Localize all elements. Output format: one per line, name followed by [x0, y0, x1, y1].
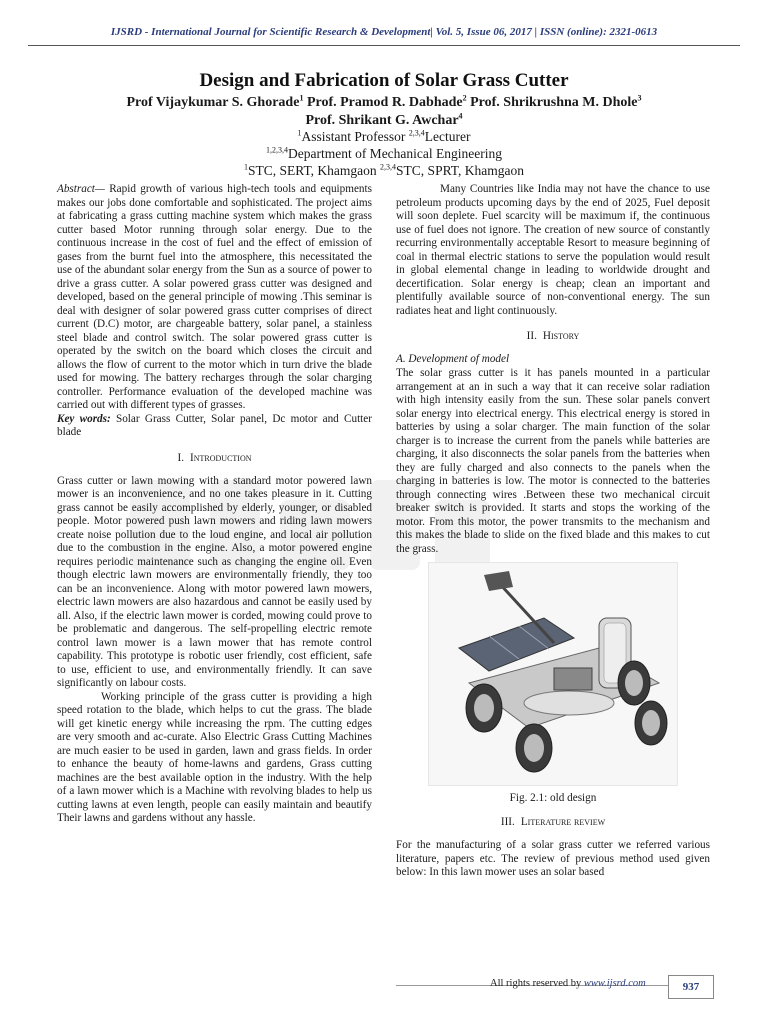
literature-paragraph-1: For the manufacturing of a solar grass cutter we referred various literature, papers etc. The review of previous method used given below: In this lawn mower uses an solar based: [396, 839, 710, 878]
author-3-sup: 3: [637, 93, 642, 103]
aff3-sup-a: 1: [243, 162, 248, 172]
keywords-label: Key words:: [57, 412, 111, 425]
section-3-number: III.: [500, 816, 515, 828]
history-paragraph-1: The solar grass cutter is it has panels mounted in a particular arrangement at an in such a way that it can receive solar radiation with high intensity easily from the sun. These solar panels convert solar energy into electrical energy. This electrical energy is stored in batteries by using a solar charger. The main function of the solar charger is to increase the current from the panels while batteries are charging, it also disconnects the solar panels from the batteries when they are fully charged and also connects to the panels when the charging in batteries is low. The motor is connected to the batteries through connecting wires .Between these two mechanical circuit breaker switch is provided. It starts and stops the working of the motor. From this motor, the power transmits to the mechanism and this makes the blade to slide on the fixed blade and this makes to cut the grass.: [396, 367, 710, 555]
section-2-number: II.: [526, 330, 537, 342]
page-number: 937: [668, 975, 714, 999]
author-2-sup: 2: [462, 93, 467, 103]
author-3: Prof. Shrikrushna M. Dhole: [470, 95, 638, 110]
section-heading-introduction: [57, 452, 372, 465]
section-heading-history: [396, 330, 710, 343]
abstract-label: Abstract—: [57, 183, 105, 195]
author-1-sup: 1: [299, 93, 304, 103]
aff2-text: Department of Mechanical Engineering: [287, 146, 503, 161]
subsection-development-of-model: A. Development of model: [396, 353, 510, 365]
paper-title: Design and Fabrication of Solar Grass Cutter: [199, 70, 569, 91]
header-divider: [28, 45, 740, 46]
footer-site-link[interactable]: www.ijsrd.com: [583, 978, 646, 989]
section-1-number: I.: [177, 451, 185, 464]
author-line-2: [0, 113, 768, 129]
aff3-sup-b: 2,3,4: [380, 162, 397, 172]
aff1-text-a: Assistant Professor: [301, 129, 409, 144]
section-1-title: Introduction: [190, 451, 252, 464]
section-2-title: History: [542, 330, 580, 342]
abstract-text: Rapid growth of various high-tech tools and equipments makes our jobs done comfortable and sophisticated. The project aims at fabricating a grass cutting machine system which makes the grass cutter based Motor running through solar energy. Due to the continuous increase in the cost of fuel and the effect of emission of gases from the burnt fuel into the atmosphere, this necessitated the use of the abundant solar energy from the Sun as a source of power to drive a grass cutter. A solar powered grass cutter was designed and developed, based on the general principle of mowing .This seminar is deal with designer of solar powered grass cutter comprises of direct current (D.C) motor, are chargeable battery, solar panel, a stainless steel blade and control switch. The solar powered grass cutter is operated by the switch on the board which closes the circuit and allows the flow of current to the motor which in turn drive the blade used for mowing. The battery recharges through the solar charging controller. Performance evaluation of the developed machine was carried out with different types of grasses.: [57, 183, 372, 411]
aff1-sup-a: 1: [297, 128, 302, 138]
figure-old-design-grass-cutter: [428, 562, 678, 786]
affiliation-line-1: [0, 129, 768, 145]
intro-paragraph-1: Grass cutter or lawn mowing with a standard motor powered lawn mower is an inconvenience, and no one takes pleasure in it. Cutting grass cannot be easily accomplished by elderly, younger, or disabled people. Motor powered push lawn mowers and riding lawn mowers create noise pollution due to the loud engine, and local air pollution due to the combustion in the engine. Also, a motor powered engine requires periodic maintenance such as changing the engine oil. Even though electric lawn mowers are environmentally friendly, they too can be an inconvenience. Along with motor powered lawn mowers, electric lawn mowers are also hazardous and cannot be easily used by all. Also, if the electric lawn mower is corded, mowing could prove to be problematic and dangerous. The self-propelling electric remote control lawn mower is a lawn mower that has remote control capability. This prototype is robotic user friendly, cost efficient, safe to use, efficient to use, and environmentally friendly. It can save significantly on labour costs.: [57, 474, 372, 689]
keywords: [57, 413, 372, 440]
aff1-text-b: Lecturer: [424, 129, 471, 144]
aff3-text-a: STC, SERT, Khamgaon: [247, 163, 381, 178]
intro-paragraph-3: Many Countries like India may not have the chance to use petroleum products upcoming days by the end of 2025, Fuel deposit will soon deplete. Fuel scarcity will be maximum if, the continuous use of fuel does not ignore. The creation of new source of constantly recurring environmentally acceptable Resort to measure beginning of coal in thermal electric stations to serve the population would result in global elemental change in leading to worldwide drought and decertification. Solar energy is cheap; clean an important and plentifully available source of non-conventional energy. The sun radiates heat and light continuously.: [396, 183, 710, 317]
affiliation-line-2: [0, 146, 768, 162]
author-1: Prof Vijaykumar S. Ghorade: [126, 95, 300, 110]
aff1-sup-b: 2,3,4: [408, 128, 425, 138]
keywords-text: Solar Grass Cutter, Solar panel, Dc motor and Cutter blade: [57, 412, 372, 438]
abstract: [57, 183, 372, 413]
author-line-1: [0, 95, 768, 111]
section-3-title: Literature review: [520, 816, 606, 828]
author-4-sup: 4: [458, 111, 463, 121]
right-column: [396, 183, 710, 880]
author-4: Prof. Shrikant G. Awchar: [305, 113, 459, 128]
journal-header: IJSRD - International Journal for Scientific Research & Development| Vol. 5, Issue 06, 2017 | ISSN (online): 2321-0613: [110, 26, 658, 38]
figure-caption: Fig. 2.1: old design: [509, 792, 597, 804]
author-2: Prof. Pramod R. Dabhade: [306, 95, 463, 110]
affiliation-line-3: [0, 163, 768, 179]
aff3-text-b: STC, SPRT, Khamgaon: [396, 163, 524, 178]
intro-paragraph-2: Working principle of the grass cutter is providing a high speed rotation to the blade, which helps to cut the grass. The blade will get kinetic energy while increasing the rpm. The cutting edges are very smooth and ac-curate. Also Electric Grass Cutting Machines are much easier to be used in garden, lawn and grass fields. In order to enhance the beauty of home-lawns and gardens, Grass cutting machines are the best available option in the industry. With the help of a lawn mower which is a Machine with revolving blades to help us cutting lawns at even length, people can easily maintain and beautify Their lawns and gardens without any hassle.: [57, 690, 372, 824]
footer-rights: [490, 978, 646, 989]
footer-rights-text: All rights reserved by: [490, 978, 584, 989]
section-heading-literature-review: [396, 816, 710, 829]
aff2-sup: 1,2,3,4: [265, 145, 288, 155]
left-column: [57, 183, 372, 826]
